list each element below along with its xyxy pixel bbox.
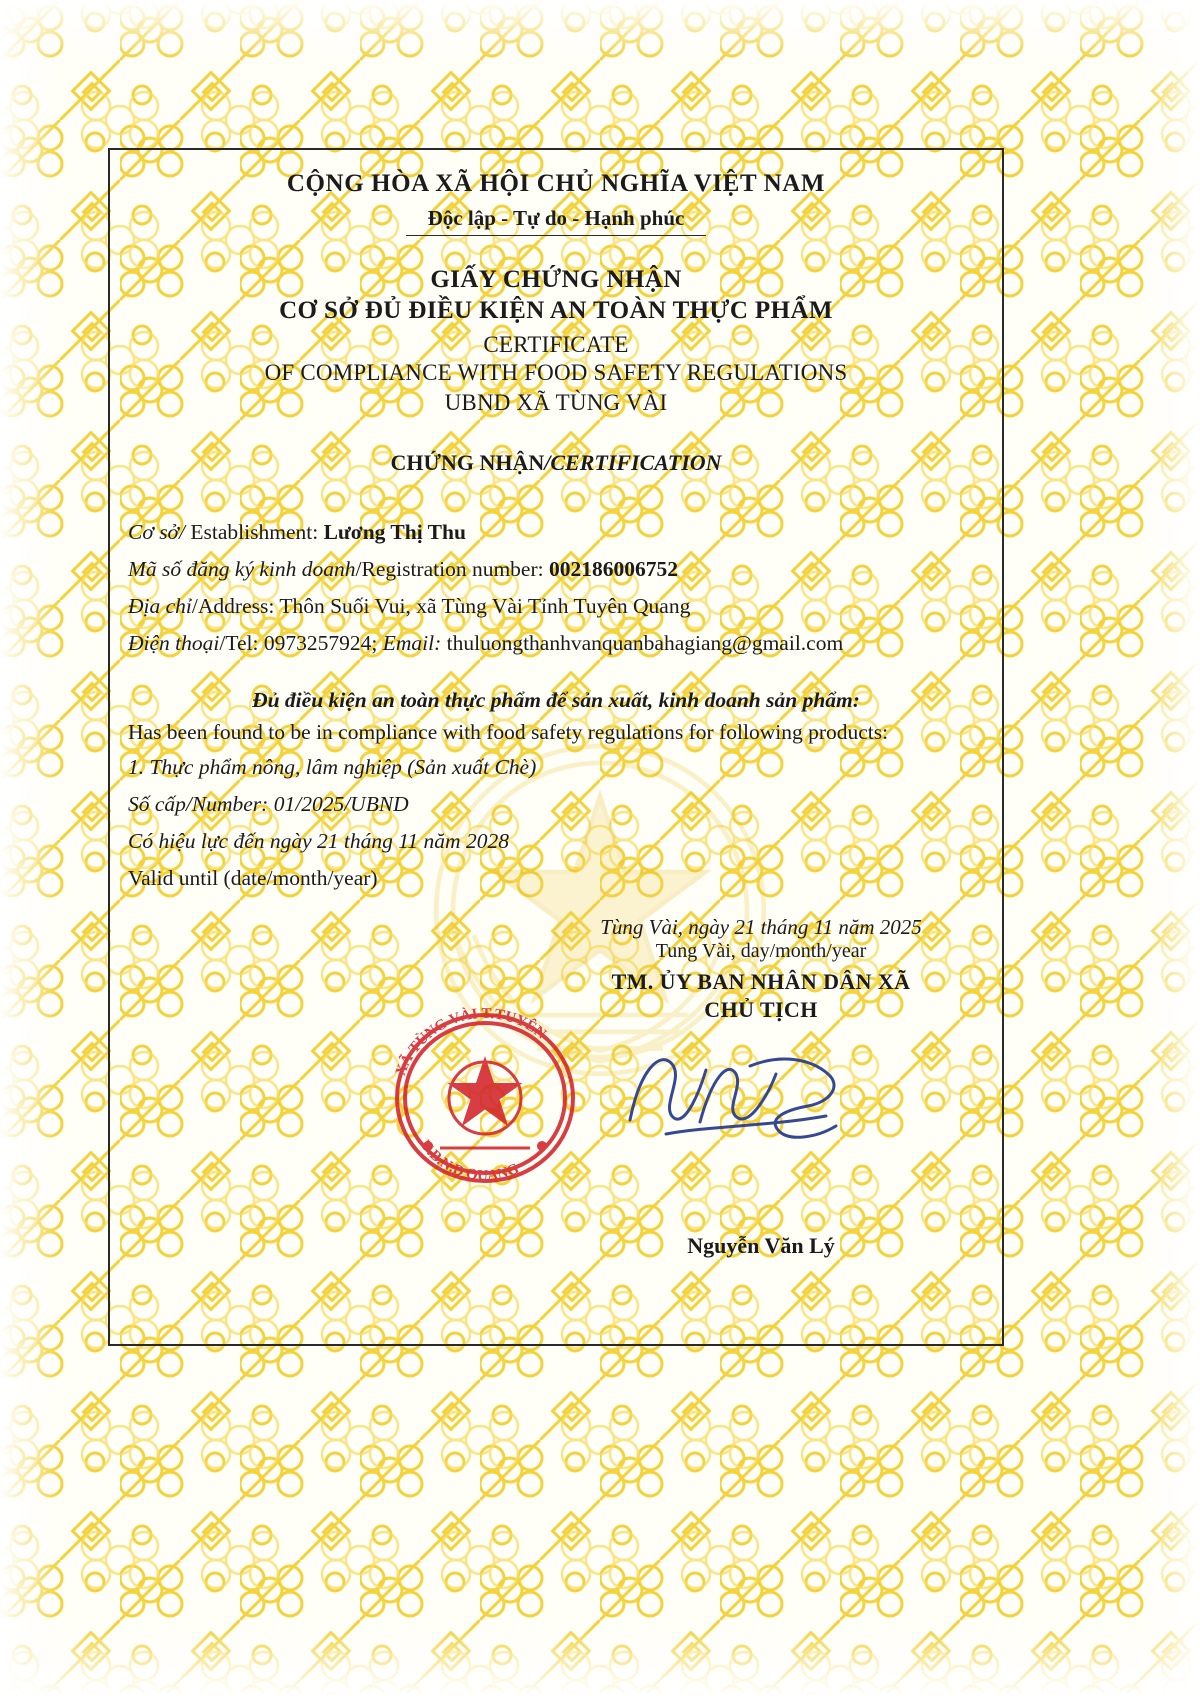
- motto-underline: [406, 235, 706, 236]
- establishment-value: Lương Thị Thu: [323, 519, 466, 544]
- stamp-text-top: XÃ TÙNG VÀI T.TUYÊN: [392, 1005, 549, 1079]
- email-value: thuluongthanhvanquanbahagiang@gmail.com: [446, 630, 844, 655]
- registration-label-en: /Registration number:: [355, 556, 549, 581]
- signature-place-date-vn: Tùng Vài, ngày 21 tháng 11 năm 2025: [600, 915, 922, 940]
- email-label: Email:: [382, 630, 447, 655]
- certificate-title-en-line2: OF COMPLIANCE WITH FOOD SAFETY REGULATIONS: [264, 360, 848, 386]
- address-label-vn: Địa chỉ: [128, 593, 192, 618]
- signer-name: Nguyễn Văn Lý: [687, 1233, 835, 1259]
- signature-organization: TM. ỦY BAN NHÂN DÂN XÃ: [611, 969, 911, 995]
- registration-value: 002186006752: [548, 556, 678, 581]
- signature-role: CHỦ TỊCH: [704, 997, 818, 1023]
- compliance-heading-en: Has been found to be in compliance with food safety regulations for following products:: [128, 719, 889, 744]
- issuing-authority: UBND XÃ TÙNG VÀI: [444, 390, 668, 415]
- address-row: [128, 588, 984, 625]
- compliance-heading-vn: Đủ điều kiện an toàn thực phẩm để sản xuất, kinh doanh sản phẩm:: [252, 687, 860, 712]
- registration-row: [128, 551, 984, 588]
- certificate-number-label-vn: Số cấp: [128, 792, 186, 817]
- registration-label-vn: Mã số đăng ký kinh doanh: [128, 556, 356, 581]
- establishment-row: [128, 514, 984, 551]
- national-motto: Độc lập - Tự do - Hạnh phúc: [427, 206, 685, 230]
- certification-heading-en: /CERTIFICATION: [544, 449, 722, 475]
- establishment-label-en: Establishment:: [185, 519, 324, 544]
- certificate-number-value: 01/2025/UBND: [273, 792, 409, 817]
- address-label-en: /Address:: [191, 593, 280, 618]
- handwritten-signature: [600, 1030, 860, 1160]
- certification-heading: [128, 450, 984, 476]
- tel-value: 0973257924;: [263, 630, 383, 655]
- official-red-stamp: [380, 998, 590, 1198]
- signature-place-date-en: Tung Vài, day/month/year: [655, 940, 867, 963]
- certificate-number-row: [128, 786, 984, 823]
- tel-label-vn: Điện thoại: [128, 630, 220, 655]
- contact-row: [128, 625, 984, 662]
- certificate-title-vn-line1: GIẤY CHỨNG NHẬN: [430, 266, 682, 293]
- establishment-details: [128, 514, 984, 662]
- certification-heading-vn: CHỨNG NHẬN: [390, 449, 545, 475]
- establishment-label-vn: Cơ sở/: [128, 519, 186, 544]
- product-item: 1. Thực phẩm nông, lâm nghiệp (Sản xuất Chè): [128, 755, 537, 780]
- national-header: CỘNG HÒA XÃ HỘI CHỦ NGHĨA VIỆT NAM: [286, 170, 826, 197]
- certificate-number-label-en: /Number:: [185, 792, 274, 817]
- stamp-text-bottom: U.B.N.D QUANG: [416, 1137, 522, 1185]
- valid-until-vn: Có hiệu lực đến ngày 21 tháng 11 năm 2028: [128, 829, 509, 854]
- valid-until-en: Valid until (date/month/year): [128, 866, 378, 891]
- certificate-title-en-line1: CERTIFICATE: [483, 331, 629, 357]
- certificate-title-vn-line2: CƠ SỞ ĐỦ ĐIỀU KIỆN AN TOÀN THỰC PHẨM: [279, 297, 833, 325]
- tel-label-en: /Tel:: [219, 630, 264, 655]
- address-value: Thôn Suối Vui, xã Tùng Vài Tỉnh Tuyên Quang: [279, 593, 691, 618]
